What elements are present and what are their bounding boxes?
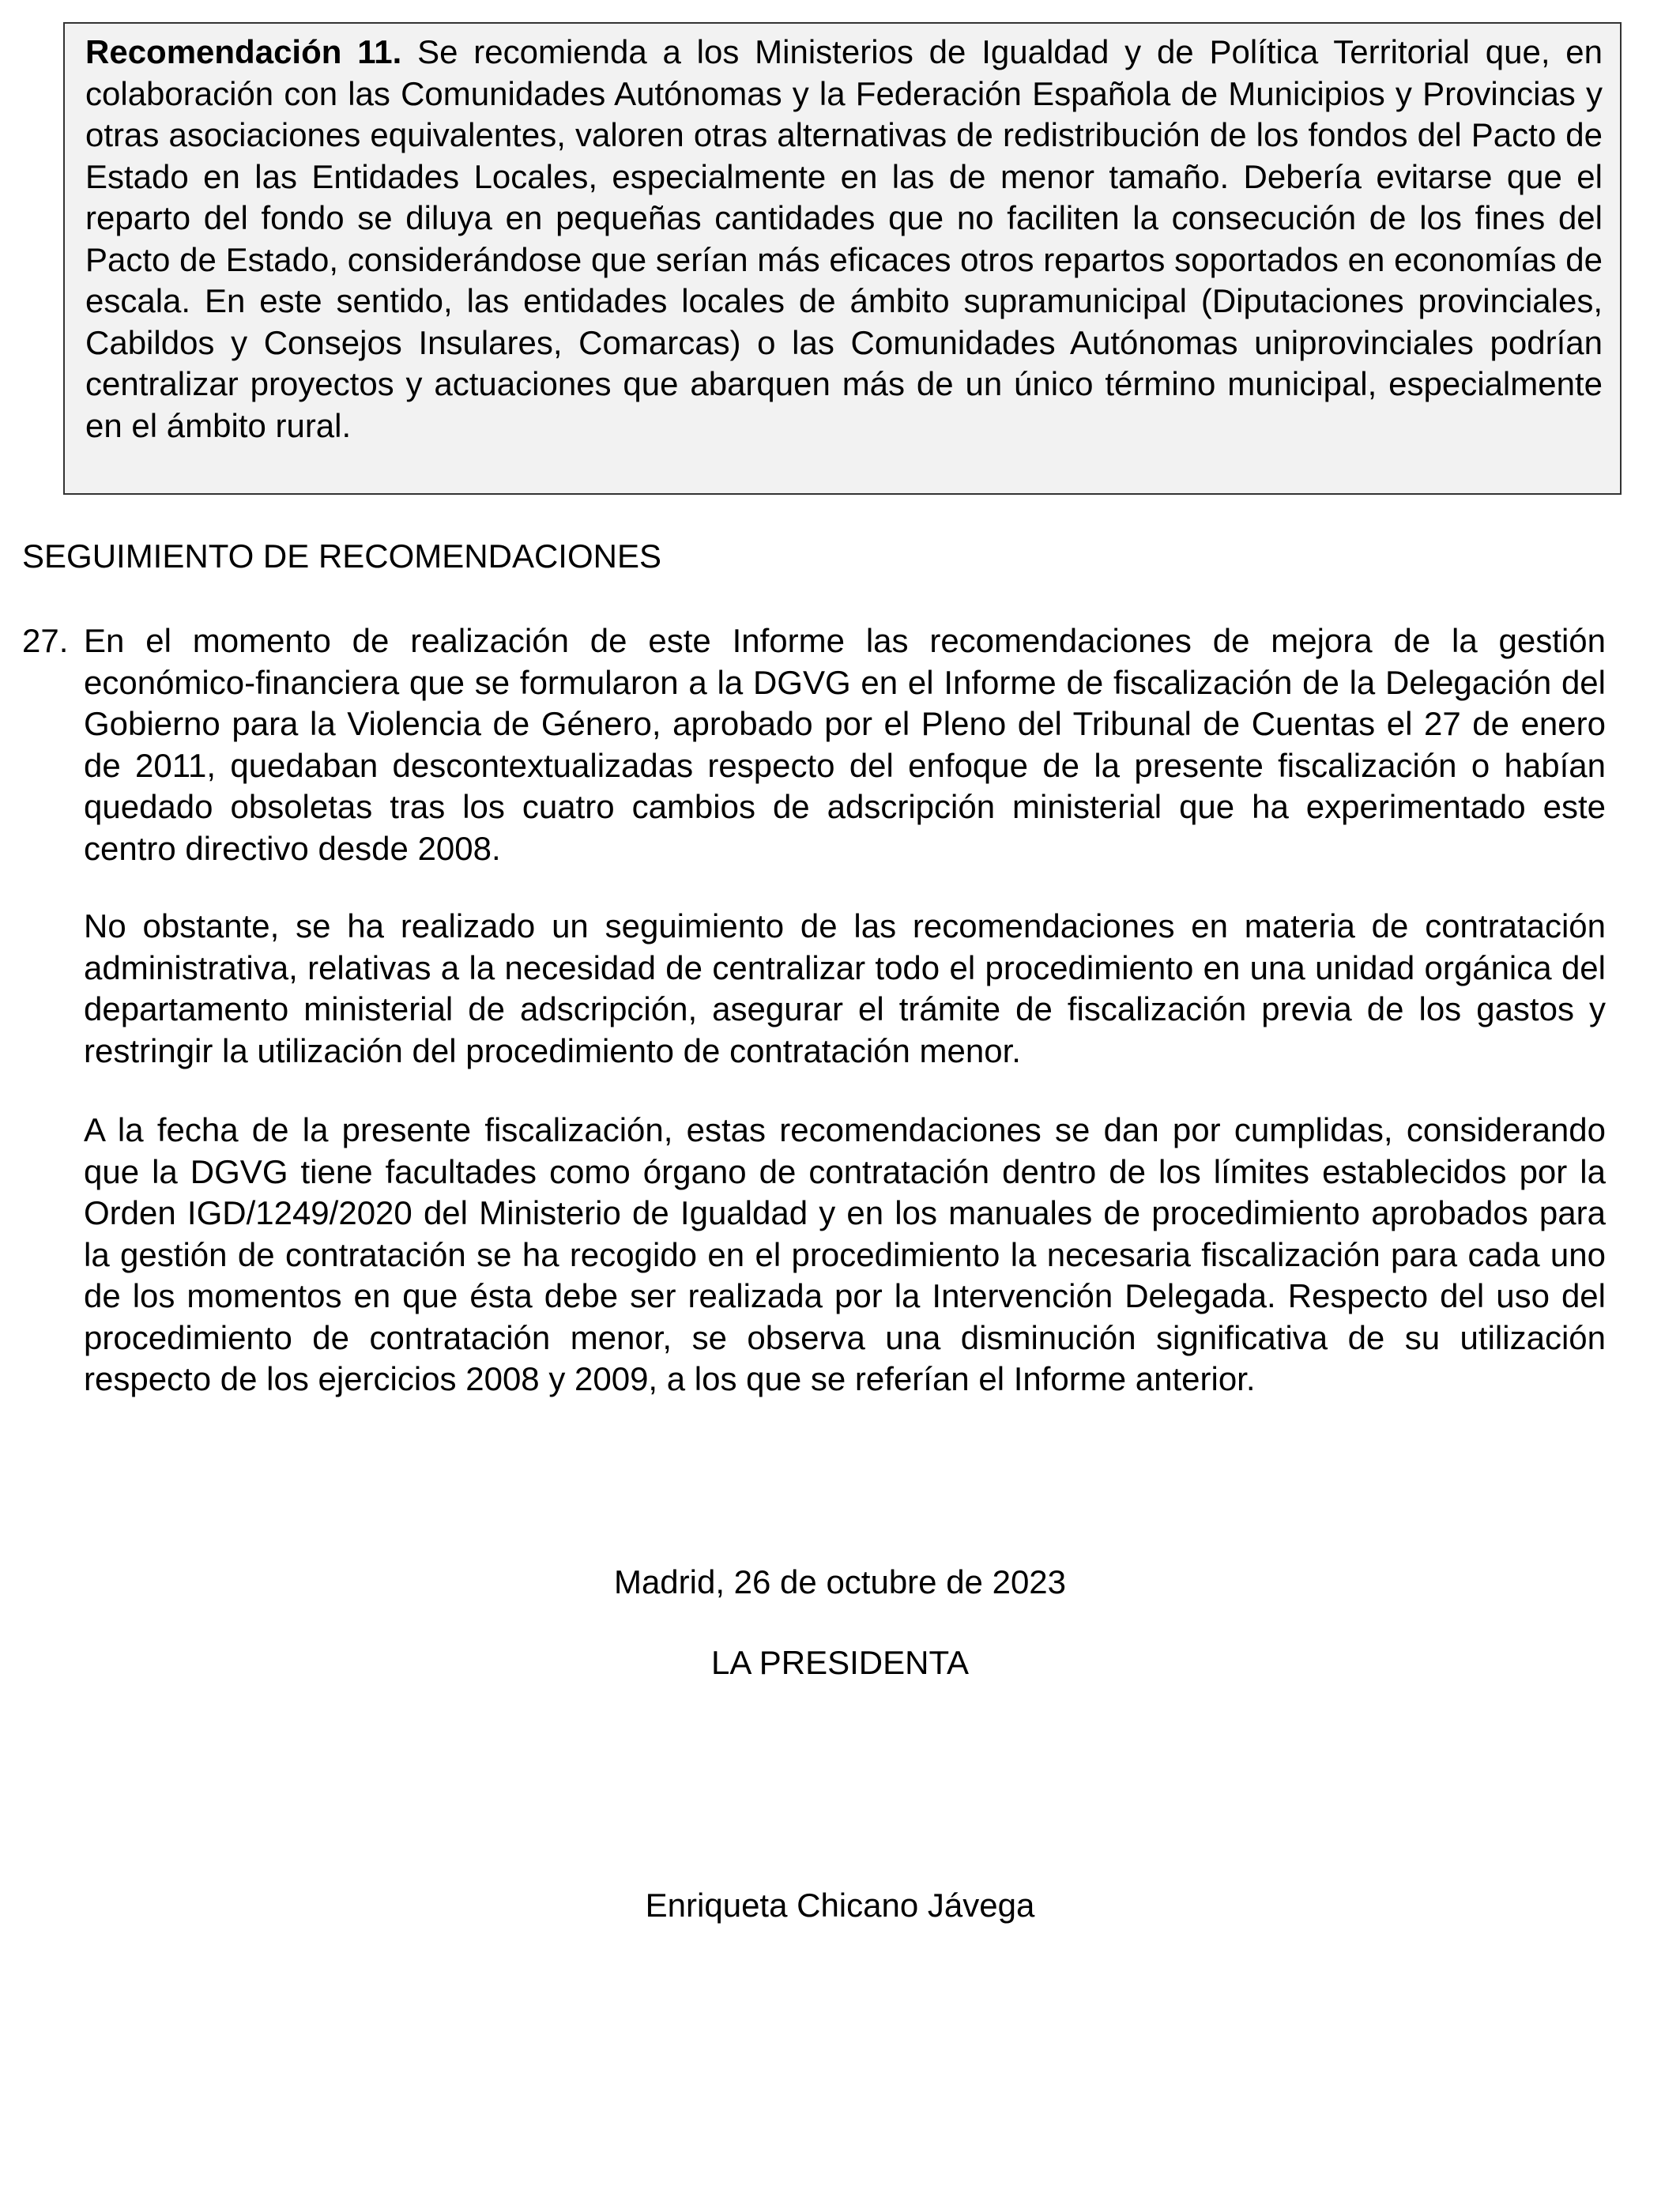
signatory-role: LA PRESIDENTA <box>711 1644 969 1681</box>
place-date: Madrid, 26 de octubre de 2023 <box>613 1563 1067 1600</box>
recommendation-title: Recomendación 11. <box>85 33 402 70</box>
paragraph-1: En el momento de realización de este Informe las recomendaciones de mejora de la gestión económico-financiera que se formularon a la DGVG en el Informe de fiscalización de la Delegación del Gobierno para la Violencia de Género, aprobado por el Pleno del Tribunal de Cuentas el 27 de enero de 2011, quedaban descontextualizadas respecto del enfoque de la presente fiscalización o habían quedado obsoletas tras los cuatro cambios de adscripción ministerial que ha experimentado este centro directivo desde 2008. <box>84 622 1606 867</box>
paragraph-3: A la fecha de la presente fiscalización, estas recomendaciones se dan por cumplidas, considerando que la DGVG tiene facultades como órgano de contratación dentro de los límites establecidos por la Orden IGD/1249/2020 del Ministerio de Igualdad y en los manuales de procedimiento aprobados para la gestión de contratación se ha recogido en el procedimiento la necesaria fiscalización para cada uno de los momentos en que ésta debe ser realizada por la Intervención Delegada. Respecto del uso del procedimiento de contratación menor, se observa una disminución significativa de su utilización respecto de los ejercicios 2008 y 2009, a los que se referían el Informe anterior. <box>84 1111 1606 1397</box>
paragraph-number: 27. <box>22 622 69 659</box>
signatory-name: Enriqueta Chicano Jávega <box>645 1887 1035 1924</box>
recommendation-text: Se recomienda a los Ministerios de Igualdad y de Política Territorial que, en colaboración con las Comunidades Autónomas y la Federación Española de Municipios y Provincias y otras asociaciones equivalentes, valoren otras alternativas de redistribución de los fondos del Pacto de Estado en las Entidades Locales, especialmente en las de menor tamaño. Debería evitarse que el reparto del fondo se diluya en pequeñas cantidades que no faciliten la consecución de los fines del Pacto de Estado, considerándose que serían más eficaces otros repartos soportados en economías de escala. En este sentido, las entidades locales de ámbito supramunicipal (Diputaciones provinciales, Cabildos y Consejos Insulares, Comarcas) o las Comunidades Autónomas uniprovinciales podrían centralizar proyectos y actuaciones que abarquen más de un único término municipal, especialmente en el ámbito rural. <box>85 33 1603 444</box>
recommendation-box <box>63 22 1622 495</box>
paragraph-2: No obstante, se ha realizado un seguimiento de las recomendaciones en materia de contratación administrativa, relativas a la necesidad de centralizar todo el procedimiento en una unidad orgánica del departamento ministerial de adscripción, asegurar el trámite de fiscalización previa de los gastos y restringir la utilización del procedimiento de contratación menor. <box>84 907 1606 1069</box>
section-heading: SEGUIMIENTO DE RECOMENDACIONES <box>22 537 661 575</box>
